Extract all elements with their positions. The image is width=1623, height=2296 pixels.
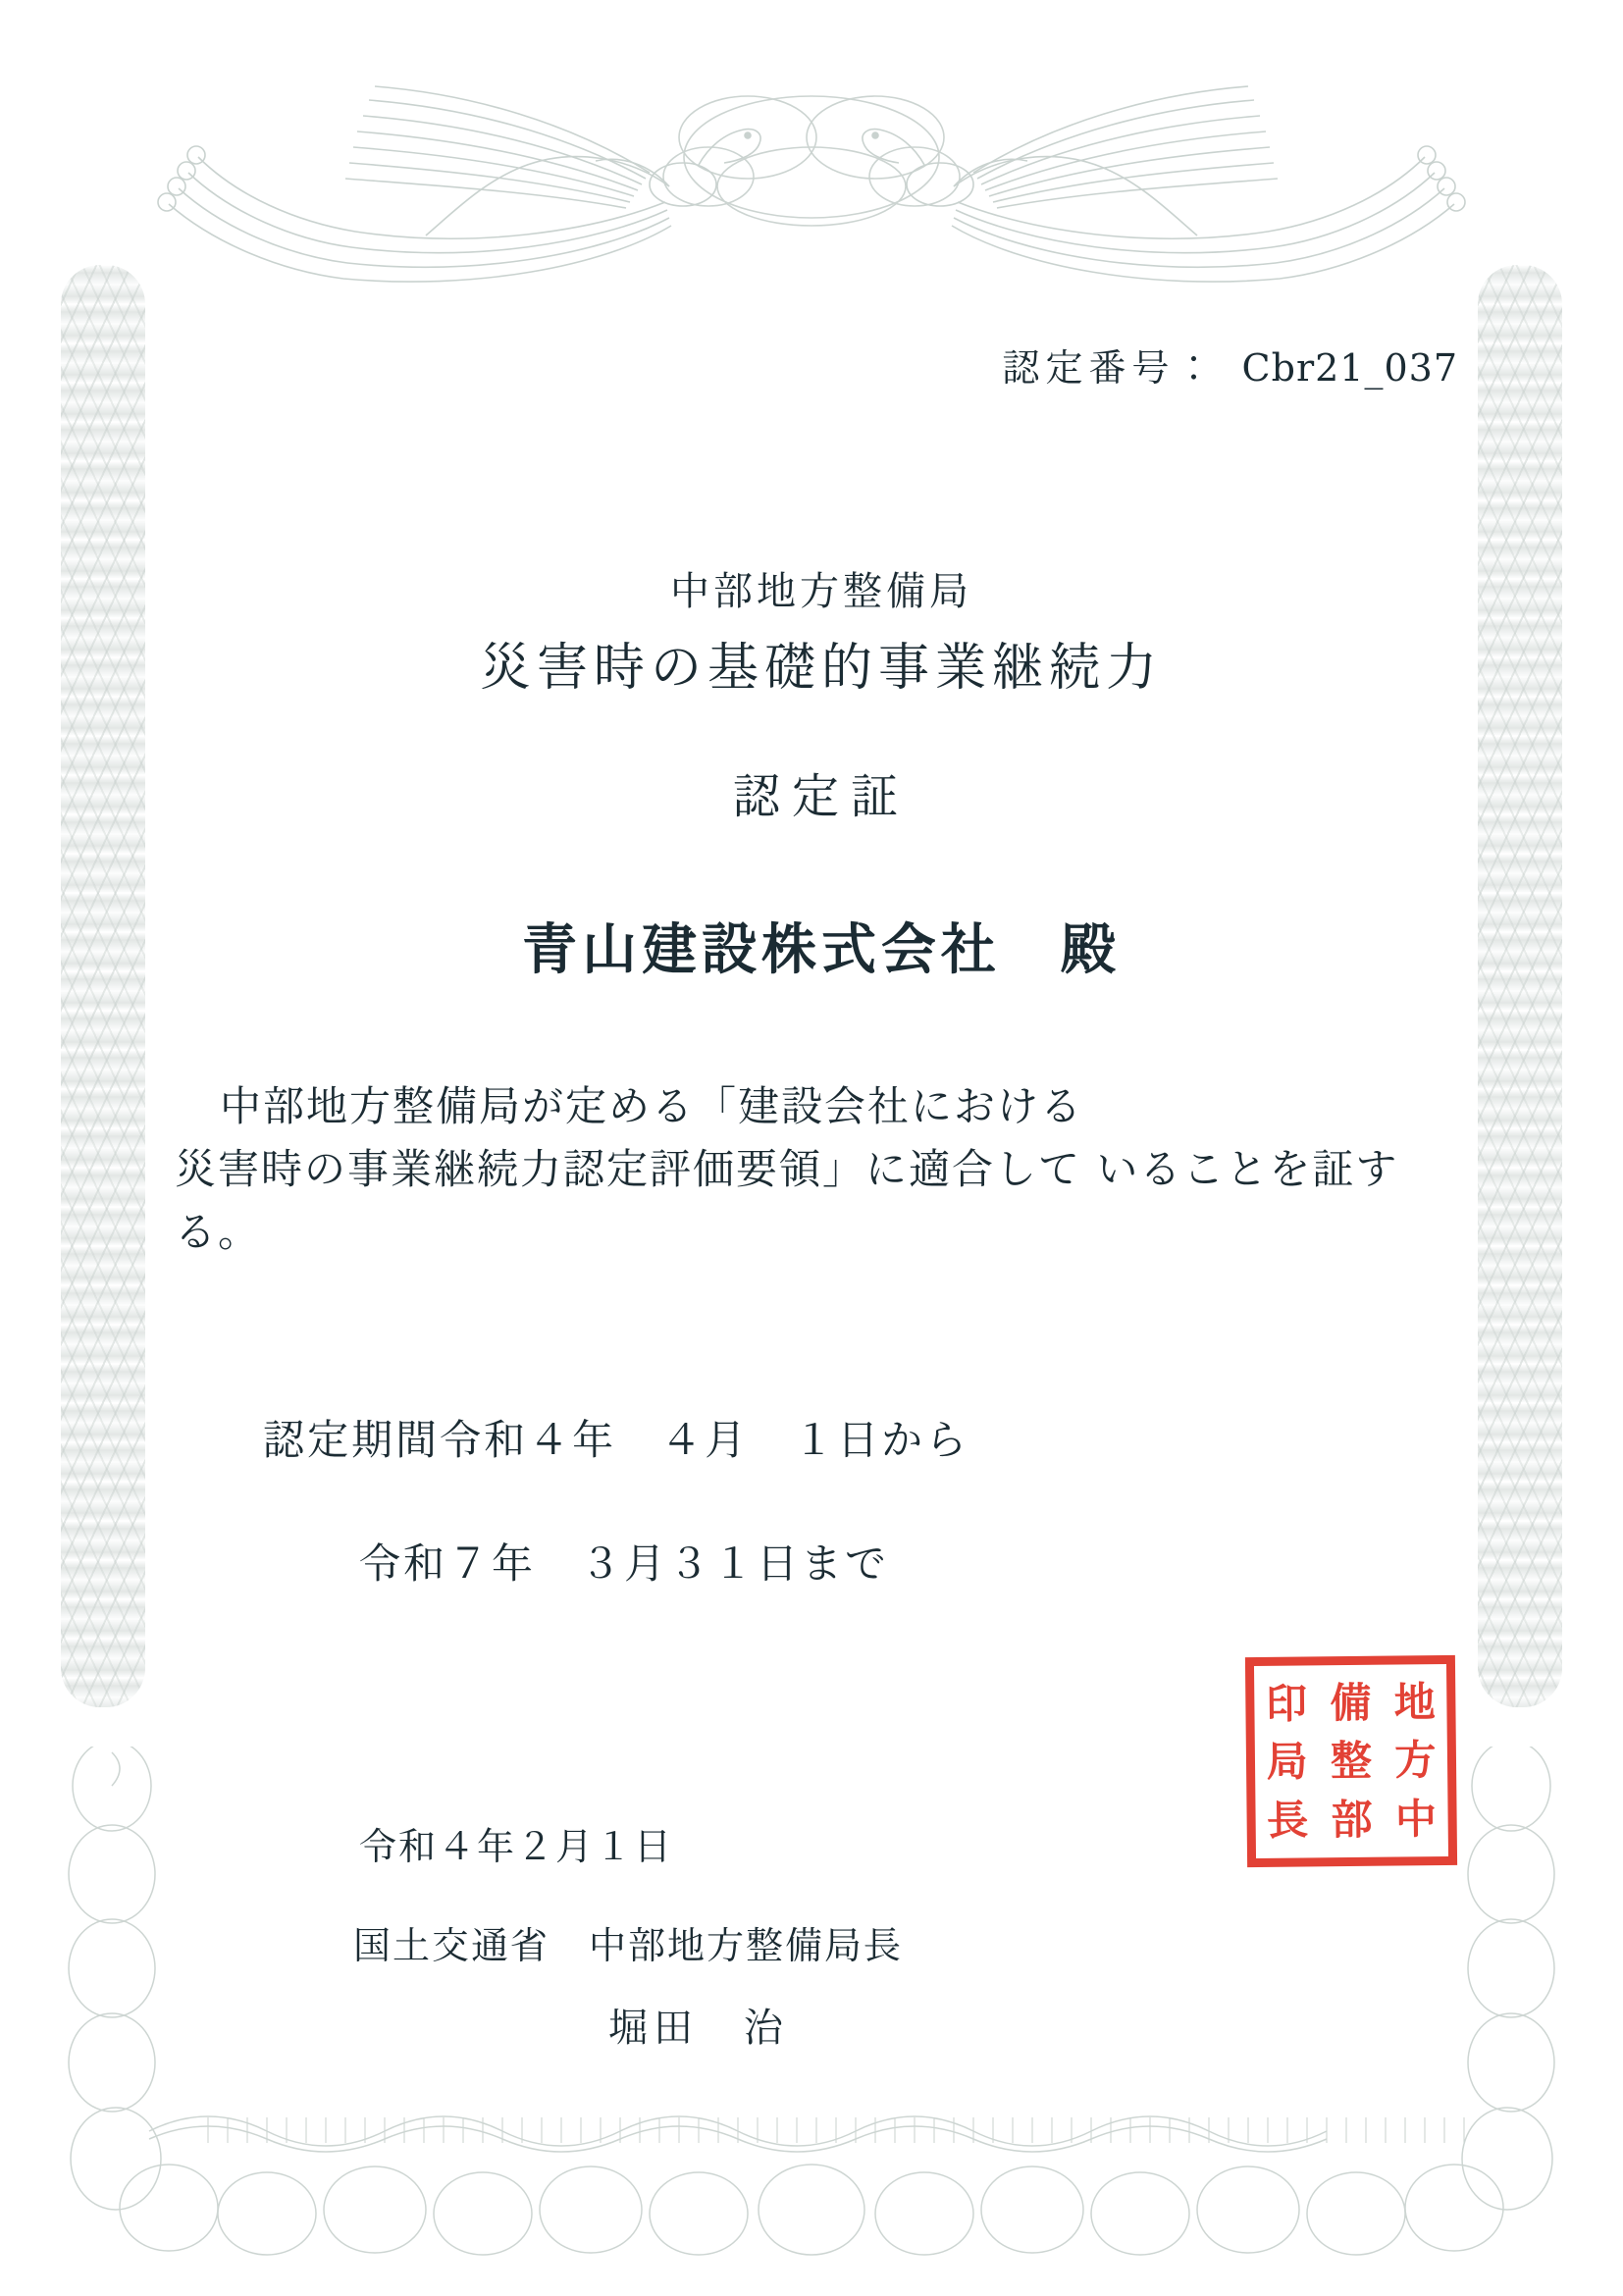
validity-period-to: 令和７年 ３月３１日まで xyxy=(359,1539,890,1589)
seal-char-1-1: 整 xyxy=(1330,1736,1373,1786)
seal-column-2 xyxy=(1318,1665,1384,1858)
braided-rope-right xyxy=(1478,265,1562,1707)
body-line-2: 災害時の事業継続力認定評価要領」に適合して xyxy=(175,1144,1082,1193)
seal-column-3 xyxy=(1254,1665,1320,1858)
seal-char-2-2: 長 xyxy=(1267,1795,1309,1845)
signer-name: 堀田 治 xyxy=(608,2006,789,2052)
seal-char-0-2: 印 xyxy=(1265,1678,1308,1728)
seal-char-0-1: 備 xyxy=(1330,1678,1372,1727)
seal-char-1-2: 局 xyxy=(1266,1737,1308,1786)
certificate-body xyxy=(167,1075,1476,1263)
official-red-seal-icon xyxy=(1245,1655,1457,1867)
recipient-name: 青山建設株式会社 殿 xyxy=(522,917,1121,982)
certificate-kind: 認定証 xyxy=(732,769,910,824)
page-title: 災害時の基礎的事業継続力 xyxy=(479,639,1163,698)
certificate-number xyxy=(167,294,1458,435)
seal-char-2-1: 部 xyxy=(1331,1795,1373,1844)
certificate-number-value: Cbr21_037 xyxy=(1241,346,1458,390)
seal-char-2-0: 中 xyxy=(1394,1794,1438,1844)
braided-rope-left xyxy=(61,265,145,1707)
body-line-1: 中部地方整備局が定める「建設会社における xyxy=(220,1082,1084,1130)
certificate-number-label: 認定番号： xyxy=(1002,346,1219,390)
validity-period-from: 令和４年 ４月 １日から xyxy=(440,1416,970,1465)
issue-date: 令和４年２月１日 xyxy=(359,1825,674,1869)
validity-period-label: 認定期間 xyxy=(263,1416,441,1465)
issuing-bureau-title: 中部地方整備局 xyxy=(670,569,972,614)
title-block xyxy=(167,560,1476,826)
issuer-title: 国土交通省 中部地方整備局長 xyxy=(353,1924,904,1968)
seal-char-1-0: 方 xyxy=(1394,1736,1437,1785)
seal-column-1 xyxy=(1383,1664,1448,1857)
seal-char-0-0: 地 xyxy=(1393,1677,1436,1727)
body-line-3: いることを証する。 xyxy=(175,1144,1399,1256)
